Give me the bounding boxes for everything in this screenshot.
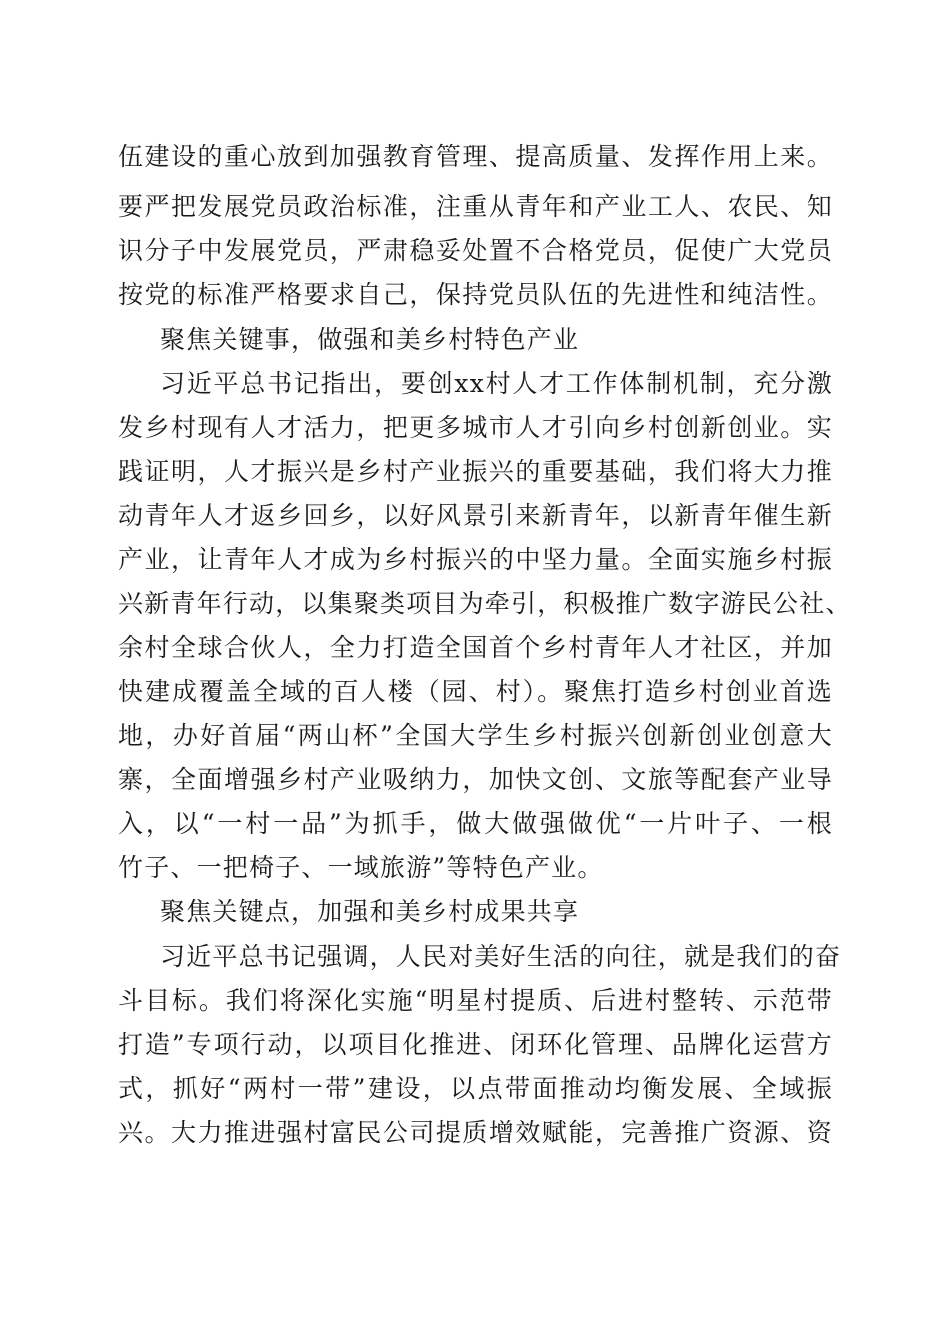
body-text-line: 产业，让青年人才成为乡村振兴的中坚力量。全面实施乡村振 [118, 545, 833, 574]
body-text-line: 式，抓好“两村一带”建设，以点带面推动均衡发展、全域振 [118, 1074, 833, 1103]
body-text-line: 竹子、一把椅子、一域旅游”等特色产业。 [118, 853, 604, 882]
body-text-line: 打造”专项行动，以项目化推进、闭环化管理、品牌化运营方 [118, 1030, 833, 1059]
body-text-line: 入，以“一村一品”为抓手，做大做强做优“一片叶子、一根 [118, 809, 833, 838]
body-text-line: 寨，全面增强乡村产业吸纳力，加快文创、文旅等配套产业导 [118, 765, 833, 794]
body-text-line: 要严把发展党员政治标准，注重从青年和产业工人、农民、知 [118, 192, 833, 221]
body-text-line: 识分子中发展党员，严肃稳妥处置不合格党员，促使广大党员 [118, 236, 833, 265]
body-text-line: 按党的标准严格要求自己，保持党员队伍的先进性和纯洁性。 [118, 280, 833, 309]
body-text-line: 地，办好首届“两山杯”全国大学生乡村振兴创新创业创意大 [118, 721, 833, 750]
body-text-line: 兴新青年行动，以集聚类项目为牵引，积极推广数字游民公社、 [118, 589, 852, 618]
body-text-line: 发乡村现有人才活力，把更多城市人才引向乡村创新创业。实 [118, 413, 833, 442]
paragraph-first-line: 习近平总书记指出，要创xx村人才工作体制机制，充分激 [160, 369, 833, 398]
body-text-line: 余村全球合伙人，全力打造全国首个乡村青年人才社区，并加 [118, 633, 833, 662]
body-text-line: 动青年人才返乡回乡，以好风景引来新青年，以新青年催生新 [118, 501, 833, 530]
section-heading: 聚焦关键事，做强和美乡村特色产业 [160, 325, 580, 354]
body-text-line: 兴。大力推进强村富民公司提质增效赋能，完善推广资源、资 [118, 1118, 833, 1147]
body-text-line: 快建成覆盖全域的百人楼（园、村）。聚焦打造乡村创业首选 [118, 677, 833, 706]
section-heading: 聚焦关键点，加强和美乡村成果共享 [160, 897, 580, 926]
body-text-line: 践证明，人才振兴是乡村产业振兴的重要基础，我们将大力推 [118, 457, 833, 486]
body-text-line: 斗目标。我们将深化实施“明星村提质、后进村整转、示范带 [118, 986, 833, 1015]
paragraph-first-line: 习近平总书记强调，人民对美好生活的向往，就是我们的奋 [160, 942, 842, 971]
body-text-line: 伍建设的重心放到加强教育管理、提高质量、发挥作用上来。 [118, 142, 833, 171]
